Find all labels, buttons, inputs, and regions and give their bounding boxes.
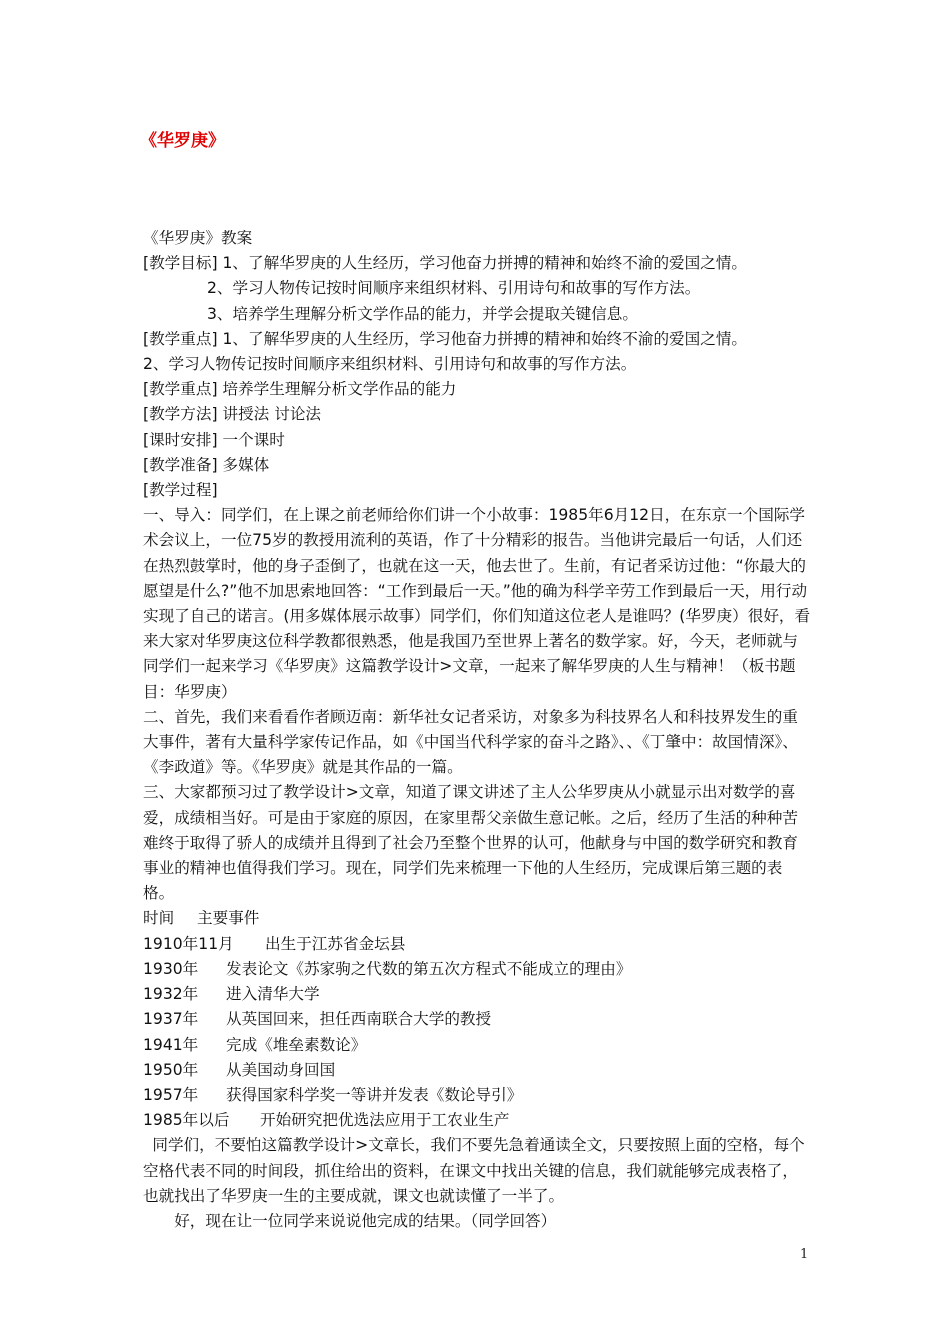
teaching-goal-1: [教学目标] 1、了解华罗庚的人生经历，学习他奋力拼搏的精神和始终不渝的爱国之情。 xyxy=(143,254,748,273)
timeline-event: 获得国家科学奖一等讲并发表《数论导引》 xyxy=(226,1085,523,1104)
timeline-year: 1941年 xyxy=(143,1035,199,1054)
timeline-row xyxy=(143,957,813,982)
timeline-row xyxy=(143,1058,813,1083)
timeline-event: 发表论文《苏家驹之代数的第五次方程式不能成立的理由》 xyxy=(226,959,632,978)
timeline-header-event: 主要事件 xyxy=(197,909,260,928)
timeline-row xyxy=(143,1033,813,1058)
document-body xyxy=(143,226,813,1234)
closing-instruction: 同学们，不要怕这篇教学设计>文章长，我们不要先急着通读全文，只要按照上面的空格，每个空格代表不同的时间段，抓住给出的资料，在课文中找出关键的信息，我们就能够完成表格了，也就找出了华罗庚一生的主要成就，课文也就读懂了一半了。 xyxy=(143,1136,805,1205)
timeline-row xyxy=(143,982,813,1007)
section-author: 二、首先，我们来看看作者顾迈南：新华社女记者采访，对象多为科技界名人和科技界发生的重大事件，著有大量科学家传记作品，如《中国当代科学家的奋斗之路》、、《丁肇中：故国情深》、《李政道》等。《华罗庚》就是其作品的一篇。 xyxy=(143,707,798,777)
timeline-year: 1932年 xyxy=(143,985,199,1004)
teaching-focus-3: [教学重点] 培养学生理解分析文学作品的能力 xyxy=(143,380,457,399)
timeline-year: 1957年 xyxy=(143,1085,199,1104)
timeline-event: 开始研究把优选法应用于工农业生产 xyxy=(260,1111,510,1130)
section-introduction: 一、导入：同学们，在上课之前老师给你们讲一个小故事：1985年6月12日，在东京一个国际学术会议上，一位75岁的教授用流利的英语，作了十分精彩的报告。当他讲完最后一句话，人们还在热烈鼓掌时，他的身子歪倒了，也就在这一天，他去世了。生前，有记者采访过他：“你最大的愿望是什么?”他不加思索地回答：“工作到最后一天。”他的确为科学辛劳工作到最后一天，用行动实现了自己的诺言。(用多媒体展示故事）同学们，你们知道这位老人是谁吗？(华罗庚）很好，看来大家对华罗庚这位科学教都很熟悉，他是我国乃至世界上著名的数学家。好，今天，老师就与同学们一起来学习《华罗庚》这篇教学设计>文章，一起来了解华罗庚的人生与精神！（板书题目：华罗庚） xyxy=(143,506,811,701)
timeline-year: 1950年 xyxy=(143,1060,199,1079)
timeline-year: 1910年11月 xyxy=(143,934,234,953)
page-title: 《华罗庚》 xyxy=(140,131,225,151)
closing-prompt: 好，现在让一位同学来说说他完成的结果。（同学回答） xyxy=(174,1211,557,1230)
section-overview: 三、大家都预习过了教学设计>文章，知道了课文讲述了主人公华罗庚从小就显示出对数学的喜爱，成绩相当好。可是由于家庭的原因，在家里帮父亲做生意记帐。之后，经历了生活的种种苦难终于取得了骄人的成绩并且得到了社会乃至整个世界的认可，他献身与中国的数学研究和教育事业的精神也值得我们学习。现在，同学们先来梳理一下他的人生经历，完成课后第三题的表格。 xyxy=(143,783,798,903)
teaching-focus-2: 2、学习人物传记按时间顺序来组织材料、引用诗句和故事的写作方法。 xyxy=(143,355,637,374)
timeline-row xyxy=(143,1007,813,1032)
timeline-header-time: 时间 xyxy=(143,909,175,928)
teaching-focus-1: [教学重点] 1、了解华罗庚的人生经历，学习他奋力拼搏的精神和始终不渝的爱国之情。 xyxy=(143,329,748,348)
teaching-method: [教学方法] 讲授法 讨论法 xyxy=(143,405,322,424)
lesson-plan-heading: 《华罗庚》教案 xyxy=(143,229,253,247)
timeline-event: 从美国动身回国 xyxy=(226,1060,336,1079)
teaching-process-heading: [教学过程] xyxy=(143,481,218,500)
timeline-event: 从英国回来，担任西南联合大学的教授 xyxy=(226,1010,492,1029)
timeline-header xyxy=(143,906,813,931)
timeline-row xyxy=(143,932,813,957)
teaching-goal-3: 3、培养学生理解分析文学作品的能力，并学会提取关键信息。 xyxy=(207,304,638,323)
timeline-row xyxy=(143,1083,813,1108)
timeline-year: 1985年以后 xyxy=(143,1111,230,1130)
page-number: 1 xyxy=(800,1247,809,1262)
timeline-event: 完成《堆垒素数论》 xyxy=(226,1035,367,1054)
timeline-year: 1937年 xyxy=(143,1010,199,1029)
timeline-year: 1930年 xyxy=(143,959,199,978)
timeline-table xyxy=(143,906,813,1133)
class-hours: [课时安排] 一个课时 xyxy=(143,430,285,449)
teaching-preparation: [教学准备] 多媒体 xyxy=(143,455,270,474)
timeline-event: 进入清华大学 xyxy=(226,985,320,1004)
teaching-goal-2: 2、学习人物传记按时间顺序来组织材料、引用诗句和故事的写作方法。 xyxy=(207,279,701,298)
timeline-row xyxy=(143,1108,813,1133)
timeline-event: 出生于江苏省金坛县 xyxy=(265,934,406,953)
